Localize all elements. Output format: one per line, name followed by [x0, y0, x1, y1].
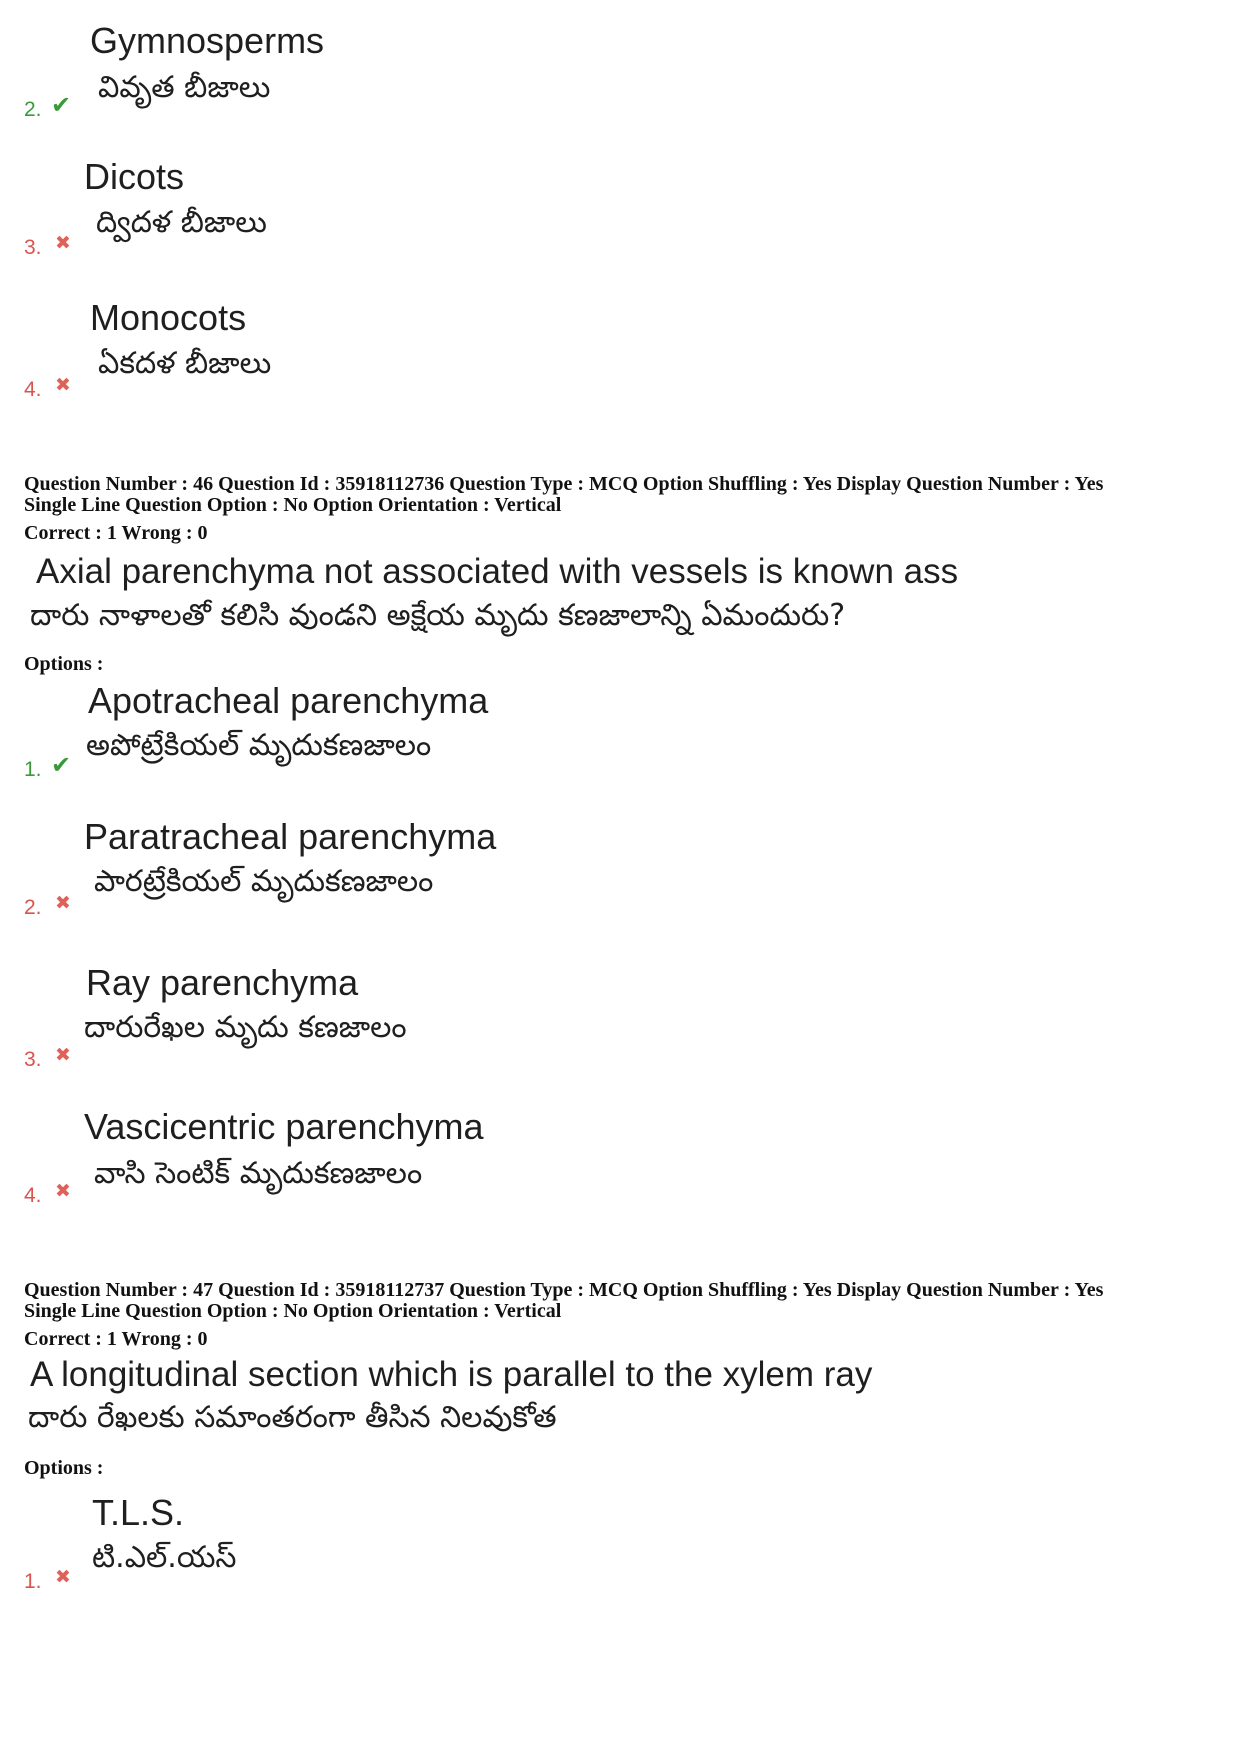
question-text-en: Axial parenchyma not associated with vessels is known ass: [36, 552, 959, 591]
option-text-en: Dicots: [84, 156, 185, 197]
option-text-en: Monocots: [90, 297, 247, 338]
option-text-en: Vascicentric parenchyma: [84, 1106, 484, 1147]
option-text-te: ఏకదళ బీజాలు: [98, 346, 272, 381]
question-text-te: దారు రేఖలకు సమాంతరంగా తీసిన నిలవుకోత: [28, 1400, 557, 1435]
option-text-te: టి.ఎల్.యస్: [92, 1540, 237, 1575]
cross-icon: ✖: [55, 1566, 71, 1588]
check-icon: ✔: [51, 91, 72, 119]
cross-icon: ✖: [55, 232, 71, 254]
option-text-te: అపోట్రేకియల్ మృదుకణజాలం: [86, 728, 432, 763]
options-label: Options :: [24, 653, 104, 675]
option-text-en: Apotracheal parenchyma: [88, 680, 489, 721]
option-text-te: వివృత బీజాలు: [98, 70, 271, 105]
option-number: 1.: [24, 758, 42, 781]
option-text-te: ద్విదళ బీజాలు: [96, 205, 267, 240]
option-text-te: దారురేఖల మృదు కణజాలం: [84, 1010, 407, 1045]
option-number: 3.: [24, 1048, 42, 1071]
option-text-en: Gymnosperms: [90, 20, 325, 61]
cross-icon: ✖: [55, 892, 71, 914]
cross-icon: ✖: [55, 1044, 71, 1066]
option-text-te: వాసి సెంటిక్ మృదుకణజాలం: [94, 1156, 423, 1191]
options-label: Options :: [24, 1457, 104, 1479]
cross-icon: ✖: [55, 1180, 71, 1202]
check-icon: ✔: [51, 751, 72, 779]
question-text-te: దారు నాళాలతో కలిసి వుండని అక్షేయ మృదు కణజాలాన్ని ఏమందురు?: [30, 598, 846, 633]
option-number: 1.: [24, 1570, 42, 1593]
option-number: 3.: [24, 236, 42, 259]
option-text-te: పారట్రేకియల్ మృదుకణజాలం: [94, 864, 434, 899]
question-marks: Correct : 1 Wrong : 0: [24, 1328, 208, 1350]
option-number: 4.: [24, 378, 42, 401]
cross-icon: ✖: [55, 374, 71, 396]
question-meta-line1: Question Number : 47 Question Id : 35918112737 Question Type : MCQ Option Shuffling : Yes Display Question Number : Yes: [24, 1279, 1104, 1301]
question-meta-line1: Question Number : 46 Question Id : 35918112736 Question Type : MCQ Option Shuffling : Yes Display Question Number : Yes: [24, 473, 1104, 495]
option-text-en: Ray parenchyma: [86, 962, 359, 1003]
option-number: 4.: [24, 1184, 42, 1207]
question-meta-line2: Single Line Question Option : No Option Orientation : Vertical: [24, 494, 562, 516]
question-meta-line2: Single Line Question Option : No Option Orientation : Vertical: [24, 1300, 562, 1322]
option-text-en: T.L.S.: [92, 1492, 185, 1533]
option-text-en: Paratracheal parenchyma: [84, 816, 497, 857]
question-marks: Correct : 1 Wrong : 0: [24, 522, 208, 544]
option-number: 2.: [24, 98, 42, 121]
question-text-en: A longitudinal section which is parallel to the xylem ray: [30, 1355, 873, 1394]
option-number: 2.: [24, 896, 42, 919]
